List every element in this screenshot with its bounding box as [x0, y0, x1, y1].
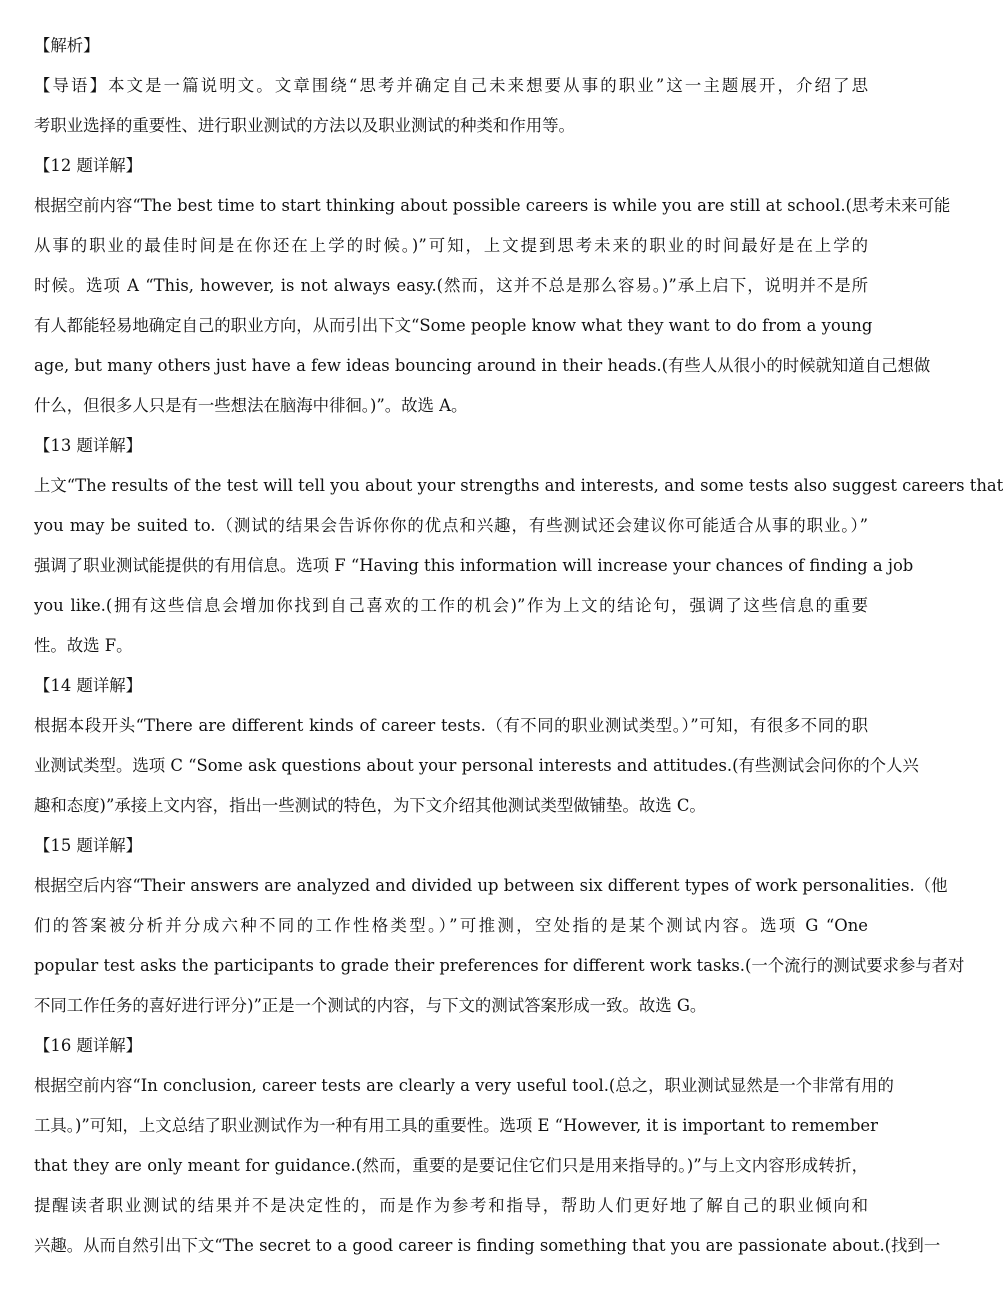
question-15-title: 【15 题详解】 [34, 836, 143, 855]
question-15-line: 根据空后内容“Their answers are analyzed and divided up between six different types of work personalities.（他 [34, 876, 948, 895]
question-16-title: 【16 题详解】 [34, 1036, 143, 1055]
question-12-line: age, but many others just have a few ideas bouncing around in their heads.(有些人从很小的时候就知道自己想做 [34, 356, 931, 375]
question-15-line: 不同工作任务的喜好进行评分)”正是一个测试的内容，与下文的测试答案形成一致。故选 G。 [34, 996, 707, 1015]
question-12-line: 时候。选项 A “This, however, is not always easy.(然而，这并不总是那么容易。)”承上启下，说明并不是所 [34, 276, 868, 295]
question-12-line: 从事的职业的最佳时间是在你还在上学的时候。)”可知，上文提到思考未来的职业的时间最好是在上学的 [34, 236, 868, 255]
question-16-line: 工具。)”可知，上文总结了职业测试作为一种有用工具的重要性。选项 E “However, it is important to remember [34, 1116, 878, 1135]
question-13-line: 上文“The results of the test will tell you about your strengths and interests, and some tests also suggest careers that [34, 476, 1003, 495]
document-page [34, 26, 1003, 1266]
question-14-line: 根据本段开头“There are different kinds of career tests.（有不同的职业测试类型。）”可知，有很多不同的职 [34, 716, 868, 735]
lead-line: 【导语】本文是一篇说明文。文章围绕“思考并确定自己未来想要从事的职业”这一主题展开，介绍了思 [34, 76, 868, 95]
question-16-line: that they are only meant for guidance.(然而，重要的是要记住它们只是用来指导的。)”与上文内容形成转折， [34, 1156, 868, 1175]
question-15-line: 们的答案被分析并分成六种不同的工作性格类型。）”可推测，空处指的是某个测试内容。选项 G “One [34, 916, 868, 935]
section-title: 【解析】 [34, 36, 100, 55]
lead-line: 考职业选择的重要性、进行职业测试的方法以及职业测试的种类和作用等。 [34, 116, 575, 135]
question-13-title: 【13 题详解】 [34, 436, 143, 455]
question-16-line: 根据空前内容“In conclusion, career tests are clearly a very useful tool.(总之，职业测试显然是一个非常有用的 [34, 1076, 894, 1095]
question-14-line: 业测试类型。选项 C “Some ask questions about your personal interests and attitudes.(有些测试会问你的个人兴 [34, 756, 919, 775]
question-16-line: 兴趣。从而自然引出下文“The secret to a good career is finding something that you are passionate about.(找到一 [34, 1236, 941, 1255]
question-12-title: 【12 题详解】 [34, 156, 143, 175]
question-13-line: you like.(拥有这些信息会增加你找到自己喜欢的工作的机会)”作为上文的结论句，强调了这些信息的重要 [34, 596, 868, 615]
question-12-line: 什么，但很多人只是有一些想法在脑海中徘徊。)”。故选 A。 [34, 396, 468, 415]
question-15-line: popular test asks the participants to grade their preferences for different work tasks.(一个流行的测试要求参与者对 [34, 956, 965, 975]
question-13-line: you may be suited to.（测试的结果会告诉你你的优点和兴趣，有些测试还会建议你可能适合从事的职业。）” [34, 516, 868, 535]
question-13-line: 性。故选 F。 [34, 636, 133, 655]
question-13-line: 强调了职业测试能提供的有用信息。选项 F “Having this information will increase your chances of finding a job [34, 556, 914, 575]
question-12-line: 根据空前内容“The best time to start thinking about possible careers is while you are still at school.(思考未来可能 [34, 196, 951, 215]
question-14-title: 【14 题详解】 [34, 676, 143, 695]
question-14-line: 趣和态度)”承接上文内容，指出一些测试的特色，为下文介绍其他测试类型做铺垫。故选 C。 [34, 796, 706, 815]
question-16-line: 提醒读者职业测试的结果并不是决定性的，而是作为参考和指导，帮助人们更好地了解自己的职业倾向和 [34, 1196, 868, 1215]
question-12-line: 有人都能轻易地确定自己的职业方向，从而引出下文“Some people know what they want to do from a young [34, 316, 873, 335]
